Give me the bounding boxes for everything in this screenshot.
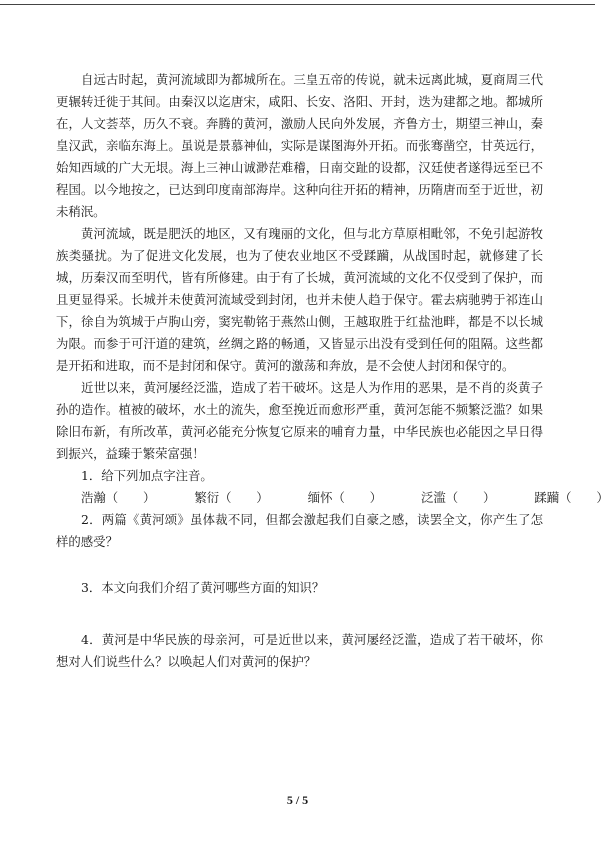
pinyin-blank-1[interactable]: 浩瀚（ ）: [81, 490, 156, 505]
document-body: [56, 69, 609, 673]
page-number: 5 / 5: [286, 793, 309, 807]
paragraph-3: 近世以来，黄河屡经泛滥，造成了若干破坏。这是人为作用的恶果，是不肖的炎黄子孙的造作。植被的破坏，水土的流失，愈至挽近而愈形严重，黄河怎能不频繁泛滥？如果除旧布新，有所改革，黄河必能充分恢复它原来的哺育力量，中华民族也必能因之早日得到振兴，益臻于繁荣富强！: [56, 380, 543, 461]
pinyin-blank-3[interactable]: 缅怀（ ）: [307, 490, 383, 505]
question-1-blanks: [56, 487, 609, 509]
answer-space-2: [56, 553, 543, 577]
question-3: 3．本文向我们介绍了黄河哪些方面的知识？: [81, 580, 325, 595]
header-rule: [0, 4, 595, 5]
pinyin-blank-4[interactable]: 泛滥（ ）: [421, 490, 496, 505]
paragraph-1: 自远古时起，黄河流域即为都城所在。三皇五帝的传说，就未远离此城，夏商周三代更辗转迁徙于其间。由秦汉以迄唐宋，咸阳、长安、洛阳、开封，迭为建都之地。都城所在，人文荟萃，历久不衰。奔腾的黄河，激励人民向外发展，齐鲁方士，期望三神山，秦皇汉武，亲临东海上。虽说是景慕神仙，实际是谋图海外开拓。而张骞凿空，甘英远行，始知西域的广大无垠。海上三神山诚渺茫难稽，日南交趾的设都，汉廷使者遂得远至已不程国。以今地按之，已达到印度南部海岸。这种向往开拓的精神，历隋唐而至于近世，初未稍泯。: [56, 72, 543, 219]
pinyin-blank-5[interactable]: 蹂躏（ ）: [534, 490, 609, 505]
paragraph-2: 黄河流域，既是肥沃的地区，又有瑰丽的文化，但与北方草原相毗邻，不免引起游牧族类骚扰。为了促进文化发展，也为了使农业地区不受蹂躏，从战国时起，就修建了长城，历秦汉而至明代，皆有所修建。由于有了长城，黄河流域的文化不仅受到了保护，而且更显得采。长城并未使黄河流域受到封闭，也并未使人趋于保守。霍去病驰骋于祁连山下，徐自为筑城于卢朐山旁，窦宪勒铭于燕然山侧，王越取胜于红盐池畔，都是不以长城为限。而参于可汗道的建筑，丝绸之路的畅通，又皆显示出没有受到任何的阻隔。这些都是开拓和进取，而不是封闭和保守。黄河的激荡和奔放，是不会使人封闭和保守的。: [56, 226, 543, 373]
question-4: 4．黄河是中华民族的母亲河，可是近世以来，黄河屡经泛滥，造成了若干破坏，你想对人们说些什么？以唤起人们对黄河的保护？: [56, 632, 543, 669]
pinyin-blank-2[interactable]: 繁衍（ ）: [194, 490, 269, 505]
answer-space-3: [56, 599, 543, 629]
question-2: 2．两篇《黄河颂》虽体裁不同，但都会激起我们自豪之感，读罢全文，你产生了怎样的感受？: [56, 512, 543, 549]
question-1-prompt: 1．给下列加点字注音。: [81, 468, 213, 483]
